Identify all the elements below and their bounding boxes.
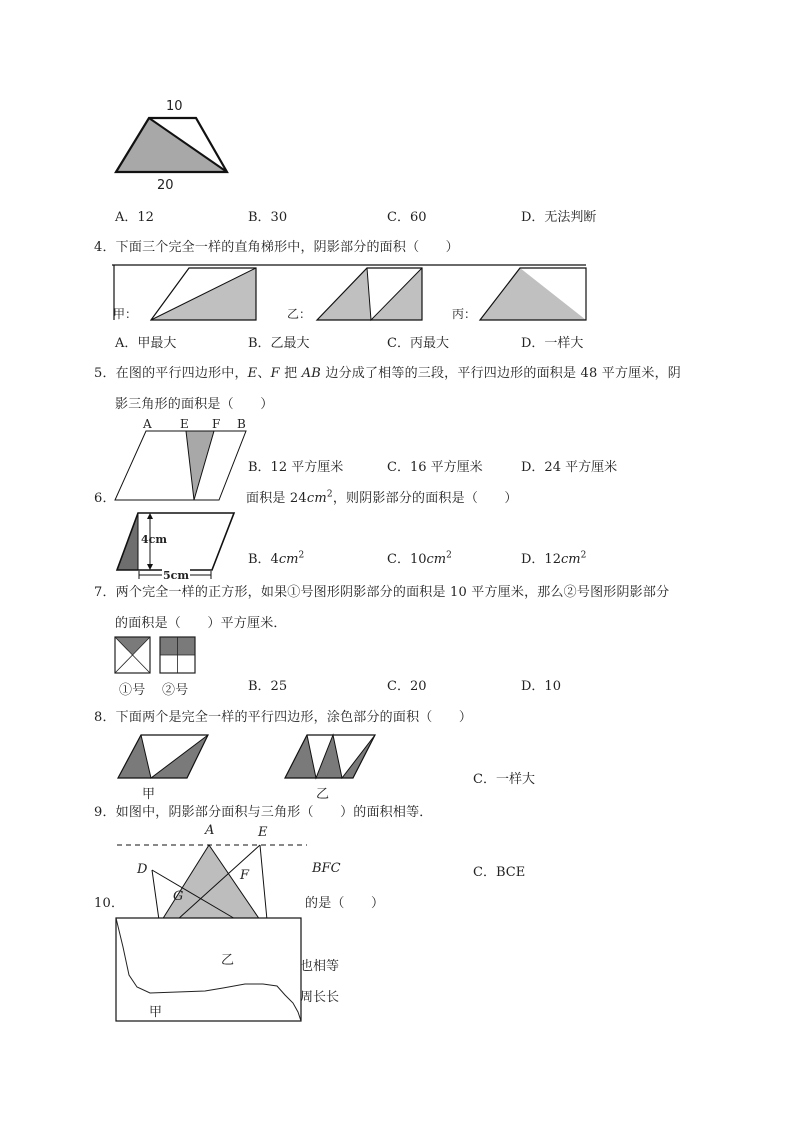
q9-question-text: 9．如图中，阴影部分面积与三角形（ ）的面积相等． bbox=[94, 805, 433, 820]
q4-question-text: 4．下面三个完全一样的直角梯形中，阴影部分的面积（ ） bbox=[94, 240, 459, 255]
q6-option-d-value: D．12 bbox=[521, 552, 561, 567]
q10-label-jia: 甲 bbox=[149, 1005, 163, 1020]
q5-question-line2: 影三角形的面积是（ ） bbox=[115, 397, 274, 412]
q9-option-b-partial[interactable]: BFC bbox=[312, 861, 341, 876]
q6-text-rest: ，则阴影部分的面积是（ ） bbox=[332, 491, 518, 506]
q6-option-b[interactable] bbox=[248, 548, 304, 567]
q6-option-c-unit: cm bbox=[426, 552, 447, 567]
q5-point-f: F bbox=[270, 366, 280, 381]
q6-height-label: 4cm bbox=[141, 533, 167, 546]
q5-segment-ab: AB bbox=[301, 366, 322, 381]
q5-option-d[interactable]: D．24 平方厘米 bbox=[521, 460, 618, 475]
q5-label-f: F bbox=[212, 417, 221, 431]
q6-option-d[interactable] bbox=[521, 548, 586, 567]
q4-option-c[interactable]: C．丙最大 bbox=[387, 336, 449, 351]
q8-question-text: 8．下面两个是完全一样的平行四边形，涂色部分的面积（ ） bbox=[94, 710, 473, 725]
q6-base-label: 5cm bbox=[163, 569, 189, 582]
q5-label-e: E bbox=[180, 417, 189, 431]
q7-squares-figure bbox=[114, 636, 198, 676]
q9-label-d: D bbox=[137, 862, 148, 877]
q3-option-b[interactable]: B．30 bbox=[248, 210, 288, 225]
q6-question-text bbox=[246, 487, 518, 506]
q7-question-line2: 的面积是（ ）平方厘米． bbox=[115, 616, 287, 631]
q8-parallelograms-figure bbox=[116, 732, 386, 780]
q9-label-f: F bbox=[240, 868, 250, 883]
q5-option-b[interactable]: B．12 平方厘米 bbox=[248, 460, 344, 475]
q5-text-rest: 边分成了相等的三段，平行四边形的面积是 48 平方厘米，阴 bbox=[321, 366, 681, 381]
q3-option-c[interactable]: C．60 bbox=[387, 210, 427, 225]
q3-option-d[interactable]: D．无法判断 bbox=[521, 210, 597, 225]
q4-option-d[interactable]: D．一样大 bbox=[521, 336, 584, 351]
q6-unit: cm bbox=[306, 491, 327, 506]
q4-option-a[interactable]: A．甲最大 bbox=[115, 336, 177, 351]
q8-option-c[interactable]: C．一样大 bbox=[473, 772, 535, 787]
q6-option-b-value: B．4 bbox=[248, 552, 279, 567]
q4-option-b[interactable]: B．乙最大 bbox=[248, 336, 310, 351]
q7-option-d[interactable]: D．10 bbox=[521, 679, 561, 694]
q9-label-a: A bbox=[205, 823, 215, 838]
q5-option-c[interactable]: C．16 平方厘米 bbox=[387, 460, 483, 475]
q6-option-b-unit: cm bbox=[278, 552, 299, 567]
q6-option-d-unit: cm bbox=[560, 552, 581, 567]
q5-label-b: B bbox=[237, 417, 246, 431]
q5-question-line1 bbox=[94, 362, 681, 381]
q5-text-mid: 把 bbox=[279, 366, 302, 381]
q10-label-yi: 乙 bbox=[221, 953, 235, 968]
q8-label-jia: 甲 bbox=[142, 787, 156, 802]
q6-option-c-value: C．10 bbox=[387, 552, 427, 567]
q9-label-g: G bbox=[173, 889, 184, 904]
q6-option-d-sup: 2 bbox=[580, 550, 587, 561]
q10-number: 10． bbox=[94, 896, 125, 911]
q6-unit-sup: 2 bbox=[326, 489, 333, 500]
q10-rectangle-figure bbox=[115, 917, 303, 1023]
q9-option-c[interactable]: C．BCE bbox=[473, 865, 526, 880]
q4-label-bing: 丙： bbox=[452, 307, 477, 321]
q3-top-label: 10 bbox=[166, 99, 183, 114]
q6-text-prefix: 面积是 24 bbox=[246, 491, 307, 506]
q6-option-b-sup: 2 bbox=[298, 550, 305, 561]
q7-label-2: ②号 bbox=[162, 683, 189, 698]
q10-option-partial-1[interactable]: 也相等 bbox=[300, 959, 340, 974]
q4-trapezoids-figure bbox=[112, 262, 592, 324]
q10-option-partial-2[interactable]: 周长长 bbox=[300, 990, 340, 1005]
q5-text-prefix: 5．在图的平行四边形中， bbox=[94, 366, 248, 381]
q5-label-a: A bbox=[143, 417, 152, 431]
q6-option-c[interactable] bbox=[387, 548, 452, 567]
q8-label-yi: 乙 bbox=[316, 787, 330, 802]
q5-point-e: E bbox=[247, 366, 258, 381]
q7-option-c[interactable]: C．20 bbox=[387, 679, 427, 694]
q3-option-a[interactable]: A．12 bbox=[115, 210, 154, 225]
q7-question-line1: 7．两个完全一样的正方形，如果①号图形阴影部分的面积是 10 平方厘米，那么②号图形阴影部分 bbox=[94, 585, 670, 600]
q5-separator: 、 bbox=[257, 366, 271, 381]
q10-question-text-partial: 的是（ ） bbox=[305, 896, 385, 911]
q9-label-e: E bbox=[258, 825, 268, 840]
q3-bottom-label: 20 bbox=[157, 178, 174, 193]
q6-number: 6． bbox=[94, 491, 116, 506]
q7-option-b[interactable]: B．25 bbox=[248, 679, 288, 694]
q6-option-c-sup: 2 bbox=[446, 550, 452, 561]
q4-label-yi: 乙： bbox=[287, 307, 312, 321]
q4-label-jia: 甲： bbox=[113, 307, 138, 321]
q7-label-1: ①号 bbox=[119, 683, 146, 698]
